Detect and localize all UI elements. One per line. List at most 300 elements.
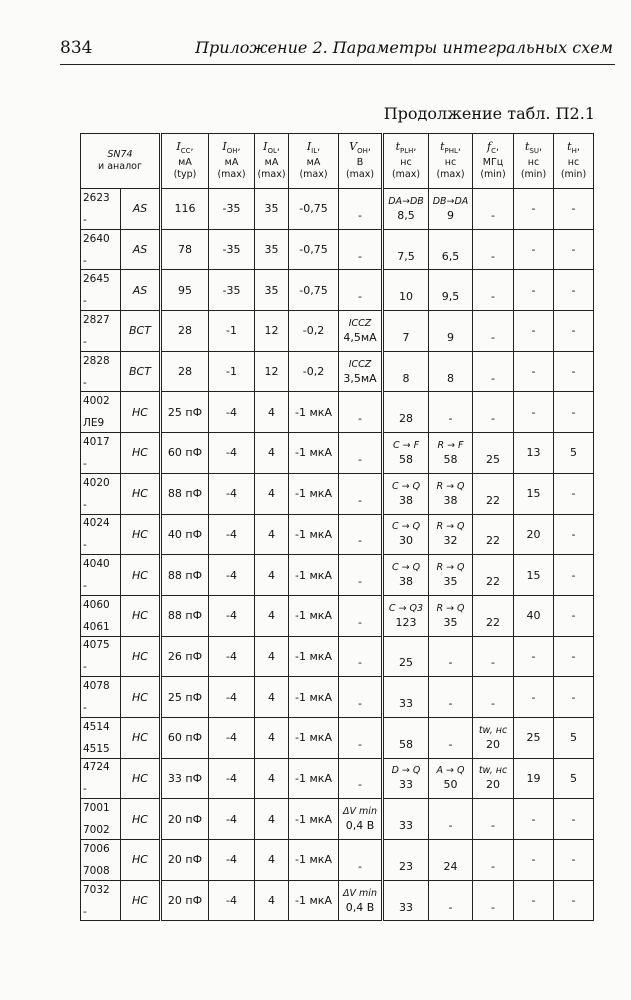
cell-tsu: - <box>514 677 554 718</box>
cell-note <box>491 602 494 616</box>
cell-tphl <box>429 229 473 270</box>
cell-stack <box>340 317 380 345</box>
cell-tsu: 25 <box>514 717 554 758</box>
cell-code <box>81 595 121 636</box>
cell-voh <box>339 229 383 270</box>
cell-fc <box>473 514 514 555</box>
cell-value: - <box>358 737 362 751</box>
cell-value: - <box>358 290 362 304</box>
cell-ioh: -4 <box>209 758 255 799</box>
col-header-sym: I <box>263 140 268 154</box>
cell-note: C → Q3 <box>388 602 424 614</box>
col-header-limit: (max) <box>391 168 421 180</box>
cell-note <box>491 805 494 819</box>
cell-ioh: -35 <box>209 270 255 311</box>
cell-series: AS <box>121 189 161 230</box>
cell-tplh <box>383 189 429 230</box>
code-stack <box>82 435 119 471</box>
cell-icc: 95 <box>161 270 209 311</box>
cell-tphl <box>429 270 473 311</box>
cell-note <box>491 520 494 534</box>
cell-iil: -0,75 <box>289 270 339 311</box>
code-line: 4024 <box>83 517 110 530</box>
code-line: 4078 <box>83 680 110 693</box>
cell-stack <box>474 602 512 630</box>
cell-code <box>81 758 121 799</box>
cell-tsu: - <box>514 880 554 921</box>
cell-stack <box>474 887 512 915</box>
cell-stack <box>430 846 471 874</box>
cell-stack <box>430 724 471 752</box>
col-header-symbol: $t_H$, <box>567 140 580 155</box>
cell-tplh <box>383 311 429 352</box>
cell-value: 38 <box>443 493 458 507</box>
cell-code <box>81 270 121 311</box>
cell-value: 3,5мА <box>343 371 377 385</box>
cell-value: 8 <box>447 371 454 385</box>
cell-value: - <box>448 900 453 914</box>
cell-note <box>358 520 361 534</box>
cell-stack <box>474 805 512 833</box>
cell-value: - <box>358 249 362 263</box>
cell-voh <box>339 473 383 514</box>
cell-voh <box>339 270 383 311</box>
cell-tsu: 15 <box>514 555 554 596</box>
cell-note <box>491 887 494 901</box>
cell-tsu: 40 <box>514 595 554 636</box>
cell-note: tw, нс <box>478 724 508 736</box>
cell-note <box>358 602 361 616</box>
cell-value: 6,5 <box>441 249 460 263</box>
cell-value: - <box>491 859 495 873</box>
col-header-sub: IL <box>311 146 318 155</box>
col-header-sub: PLH <box>400 146 414 155</box>
col-header-unit: нс <box>527 156 540 168</box>
cell-voh <box>339 840 383 881</box>
cell-voh <box>339 514 383 555</box>
cell-fc <box>473 595 514 636</box>
cell-value: 58 <box>399 452 413 466</box>
cell-iil: -1 мкА <box>289 717 339 758</box>
cell-note: R → F <box>437 439 464 451</box>
cell-note <box>449 276 452 290</box>
cell-tsu: 20 <box>514 514 554 555</box>
cell-fc <box>473 799 514 840</box>
cell-stack <box>385 846 427 874</box>
cell-tplh <box>383 433 429 474</box>
code-line: - <box>83 661 87 674</box>
cell-stack <box>474 764 512 792</box>
col-header-unit: и аналог <box>98 161 142 172</box>
cell-value: - <box>358 575 362 589</box>
cell-stack <box>340 358 380 386</box>
col-header-sub: OH <box>357 146 368 155</box>
code-stack <box>82 476 119 512</box>
cell-value: 58 <box>443 452 458 466</box>
cell-note: C → Q <box>391 480 421 492</box>
cell-stack <box>340 439 380 467</box>
cell-stack <box>340 805 380 833</box>
cell-stack <box>340 236 380 264</box>
cell-iol: 4 <box>255 840 289 881</box>
code-line: 4514 <box>83 720 110 733</box>
cell-ioh: -4 <box>209 840 255 881</box>
cell-series: HC <box>121 514 161 555</box>
cell-stack <box>340 642 380 670</box>
cell-th: 5 <box>554 758 594 799</box>
col-header-sym: V <box>349 140 358 154</box>
cell-note: ΔV min <box>343 887 377 899</box>
cell-voh <box>339 799 383 840</box>
cell-series: BCT <box>121 311 161 352</box>
code-line: 7006 <box>83 842 110 855</box>
cell-note <box>404 805 407 819</box>
cell-code <box>81 351 121 392</box>
cell-value: 25 <box>399 656 413 670</box>
cell-stack <box>474 846 512 874</box>
cell-value: - <box>491 290 495 304</box>
code-stack <box>82 272 119 308</box>
cell-stack <box>340 764 380 792</box>
cell-ioh: -4 <box>209 595 255 636</box>
cell-code <box>81 229 121 270</box>
cell-fc <box>473 392 514 433</box>
cell-iol: 4 <box>255 636 289 677</box>
col-header-sub: H <box>571 146 577 155</box>
col-header-limit: (min) <box>520 168 547 180</box>
cell-iil: -1 мкА <box>289 840 339 881</box>
cell-note <box>491 236 494 250</box>
cell-tphl <box>429 677 473 718</box>
table-row <box>81 595 594 636</box>
cell-value: - <box>358 452 362 466</box>
cell-iil: -1 мкА <box>289 677 339 718</box>
table-row <box>81 636 594 677</box>
cell-note <box>491 398 494 412</box>
cell-note <box>449 887 452 901</box>
col-header-unit: МГц <box>482 156 504 168</box>
code-stack <box>82 232 119 268</box>
cell-iil: -0,2 <box>289 311 339 352</box>
cell-th: - <box>554 311 594 352</box>
cell-voh <box>339 595 383 636</box>
cell-value: 50 <box>443 778 458 792</box>
code-stack <box>82 516 119 552</box>
cell-value: - <box>448 656 453 670</box>
cell-stack <box>340 480 380 508</box>
cell-fc <box>473 677 514 718</box>
cell-value: 22 <box>486 534 500 548</box>
cell-value: 33 <box>399 900 413 914</box>
code-line: - <box>83 905 87 918</box>
table-row <box>81 880 594 921</box>
cell-ioh: -4 <box>209 555 255 596</box>
cell-th: - <box>554 229 594 270</box>
code-line: 4724 <box>83 761 110 774</box>
code-stack <box>82 638 119 674</box>
col-header-symbol: $t_{PHL}$, <box>440 140 461 155</box>
cell-fc <box>473 433 514 474</box>
cell-series: HC <box>121 758 161 799</box>
code-line: 7008 <box>83 864 110 877</box>
cell-voh <box>339 189 383 230</box>
cell-value: - <box>358 859 362 873</box>
cell-iol: 4 <box>255 758 289 799</box>
cell-stack <box>385 561 427 589</box>
col-header-sub: C <box>491 146 496 155</box>
cell-stack <box>385 398 427 426</box>
cell-note <box>491 561 494 575</box>
cell-tphl <box>429 595 473 636</box>
cell-iol: 4 <box>255 799 289 840</box>
table-row <box>81 351 594 392</box>
col-header-4 <box>289 134 339 189</box>
col-header-limit: (typ) <box>173 168 197 180</box>
cell-iol: 4 <box>255 677 289 718</box>
cell-voh <box>339 677 383 718</box>
cell-note: C → Q <box>391 562 421 574</box>
cell-iol: 4 <box>255 880 289 921</box>
cell-icc: 88 пФ <box>161 595 209 636</box>
cell-series: HC <box>121 880 161 921</box>
code-line: 4040 <box>83 558 110 571</box>
cell-note <box>358 764 361 778</box>
cell-code <box>81 799 121 840</box>
cell-fc <box>473 840 514 881</box>
running-title: Приложение 2. Параметры интегральных схем <box>195 38 613 57</box>
code-line: - <box>83 335 87 348</box>
cell-value: 35 <box>443 575 458 589</box>
col-header-0 <box>81 134 161 189</box>
col-header-symbol: $I_{CC}$, <box>176 140 194 155</box>
cell-value: 33 <box>399 778 413 792</box>
cell-stack <box>385 358 427 386</box>
cell-th: - <box>554 880 594 921</box>
cell-voh <box>339 758 383 799</box>
cell-ioh: -1 <box>209 351 255 392</box>
col-header-unit: мА <box>224 156 239 168</box>
table-row <box>81 473 594 514</box>
cell-note <box>358 195 361 209</box>
cell-note: ICCZ <box>348 317 372 329</box>
code-stack <box>82 842 119 878</box>
cell-value: - <box>491 371 495 385</box>
col-header-unit: мА <box>306 156 321 168</box>
table-continuation-label: Продолжение табл. П2.1 <box>383 104 595 123</box>
cell-tplh <box>383 595 429 636</box>
cell-note <box>491 317 494 331</box>
cell-note: C → Q <box>391 521 421 533</box>
cell-stack <box>385 520 427 548</box>
col-header-sym: I <box>222 140 227 154</box>
cell-stack <box>474 724 512 752</box>
cell-value: 20 <box>486 737 500 751</box>
cell-tphl <box>429 758 473 799</box>
cell-value: 38 <box>399 493 413 507</box>
cell-code <box>81 311 121 352</box>
cell-stack <box>430 520 471 548</box>
cell-note <box>491 846 494 860</box>
col-header-9 <box>514 134 554 189</box>
cell-tplh <box>383 636 429 677</box>
code-stack <box>82 801 119 837</box>
cell-code <box>81 840 121 881</box>
cell-iil: -0,2 <box>289 351 339 392</box>
col-header-sub: PHL <box>444 146 458 155</box>
code-line: - <box>83 580 87 593</box>
cell-iol: 4 <box>255 392 289 433</box>
cell-stack <box>430 602 471 630</box>
cell-icc: 20 пФ <box>161 799 209 840</box>
cell-code <box>81 514 121 555</box>
col-header-limit: (max) <box>345 168 375 180</box>
cell-iil: -1 мкА <box>289 473 339 514</box>
cell-iol: 4 <box>255 555 289 596</box>
col-header-unit: В <box>356 156 364 168</box>
table-row <box>81 717 594 758</box>
code-line: 4017 <box>83 435 110 448</box>
code-line: - <box>83 498 87 511</box>
cell-th: - <box>554 595 594 636</box>
cell-icc: 116 <box>161 189 209 230</box>
cell-code <box>81 189 121 230</box>
cell-iil: -1 мкА <box>289 758 339 799</box>
cell-tphl <box>429 514 473 555</box>
cell-note <box>404 887 407 901</box>
cell-stack <box>385 439 427 467</box>
cell-stack <box>430 195 471 223</box>
code-stack <box>82 354 119 390</box>
cell-icc: 26 пФ <box>161 636 209 677</box>
code-line: 7001 <box>83 802 110 815</box>
cell-note <box>449 724 452 738</box>
code-line: 4515 <box>83 742 110 755</box>
cell-tsu: - <box>514 270 554 311</box>
cell-value: - <box>491 412 495 426</box>
cell-value: 25 <box>486 452 500 466</box>
cell-value: - <box>358 778 362 792</box>
code-line: - <box>83 254 87 267</box>
cell-iil: -0,75 <box>289 229 339 270</box>
cell-tphl <box>429 880 473 921</box>
cell-stack <box>385 317 427 345</box>
cell-stack <box>340 602 380 630</box>
cell-stack <box>385 724 427 752</box>
cell-value: 9,5 <box>441 290 460 304</box>
cell-note <box>404 683 407 697</box>
cell-value: - <box>491 330 495 344</box>
col-header-10 <box>554 134 594 189</box>
cell-tphl <box>429 433 473 474</box>
cell-stack <box>340 195 380 223</box>
cell-th: - <box>554 636 594 677</box>
cell-note <box>358 480 361 494</box>
cell-code <box>81 880 121 921</box>
table-row <box>81 270 594 311</box>
cell-th: 5 <box>554 433 594 474</box>
cell-note: R → Q <box>436 480 465 492</box>
cell-stack <box>430 317 471 345</box>
cell-value: - <box>358 697 362 711</box>
cell-tsu: - <box>514 311 554 352</box>
cell-note <box>491 439 494 453</box>
cell-th: - <box>554 351 594 392</box>
cell-iol: 4 <box>255 717 289 758</box>
cell-tsu: - <box>514 799 554 840</box>
code-line: - <box>83 702 87 715</box>
cell-th: - <box>554 677 594 718</box>
cell-series: HC <box>121 677 161 718</box>
code-line: - <box>83 376 87 389</box>
col-header-sym: I <box>176 140 181 154</box>
code-line: - <box>83 539 87 552</box>
cell-fc <box>473 229 514 270</box>
cell-ioh: -4 <box>209 799 255 840</box>
cell-series: BCT <box>121 351 161 392</box>
cell-note <box>358 683 361 697</box>
cell-note <box>358 276 361 290</box>
cell-value: - <box>448 697 453 711</box>
cell-note <box>358 439 361 453</box>
table-row <box>81 189 594 230</box>
cell-tsu: - <box>514 351 554 392</box>
cell-icc: 33 пФ <box>161 758 209 799</box>
cell-voh <box>339 636 383 677</box>
cell-series: HC <box>121 595 161 636</box>
cell-value: 35 <box>443 615 458 629</box>
cell-tplh <box>383 229 429 270</box>
code-line: 4075 <box>83 639 110 652</box>
col-header-sym: f <box>487 140 492 154</box>
cell-voh <box>339 351 383 392</box>
code-line: - <box>83 783 87 796</box>
col-header-1 <box>161 134 209 189</box>
cell-stack <box>340 724 380 752</box>
table-header-row <box>81 134 594 189</box>
cell-value: - <box>448 412 453 426</box>
cell-iol: 35 <box>255 229 289 270</box>
cell-iol: 4 <box>255 595 289 636</box>
cell-note <box>404 642 407 656</box>
table-row <box>81 677 594 718</box>
col-header-2 <box>209 134 255 189</box>
cell-stack <box>340 846 380 874</box>
col-header-limit: (max) <box>257 168 286 180</box>
cell-value: 22 <box>486 615 500 629</box>
cell-stack <box>385 276 427 304</box>
code-line: 4060 <box>83 598 110 611</box>
cell-iol: 35 <box>255 189 289 230</box>
cell-voh <box>339 311 383 352</box>
col-header-3 <box>255 134 289 189</box>
col-header-symbol: $t_{SU}$, <box>524 140 543 155</box>
cell-note <box>449 846 452 860</box>
cell-code <box>81 717 121 758</box>
page-number: 834 <box>60 38 93 58</box>
cell-value: 24 <box>443 859 458 873</box>
cell-value: 8 <box>402 371 410 385</box>
cell-stack <box>340 561 380 589</box>
cell-stack <box>430 358 471 386</box>
cell-stack <box>474 480 512 508</box>
code-stack <box>82 394 119 430</box>
col-header-sub: OL <box>267 146 277 155</box>
cell-th: 5 <box>554 717 594 758</box>
cell-note <box>404 236 407 250</box>
cell-iol: 4 <box>255 433 289 474</box>
cell-value: - <box>358 615 362 629</box>
cell-value: 38 <box>399 575 413 589</box>
